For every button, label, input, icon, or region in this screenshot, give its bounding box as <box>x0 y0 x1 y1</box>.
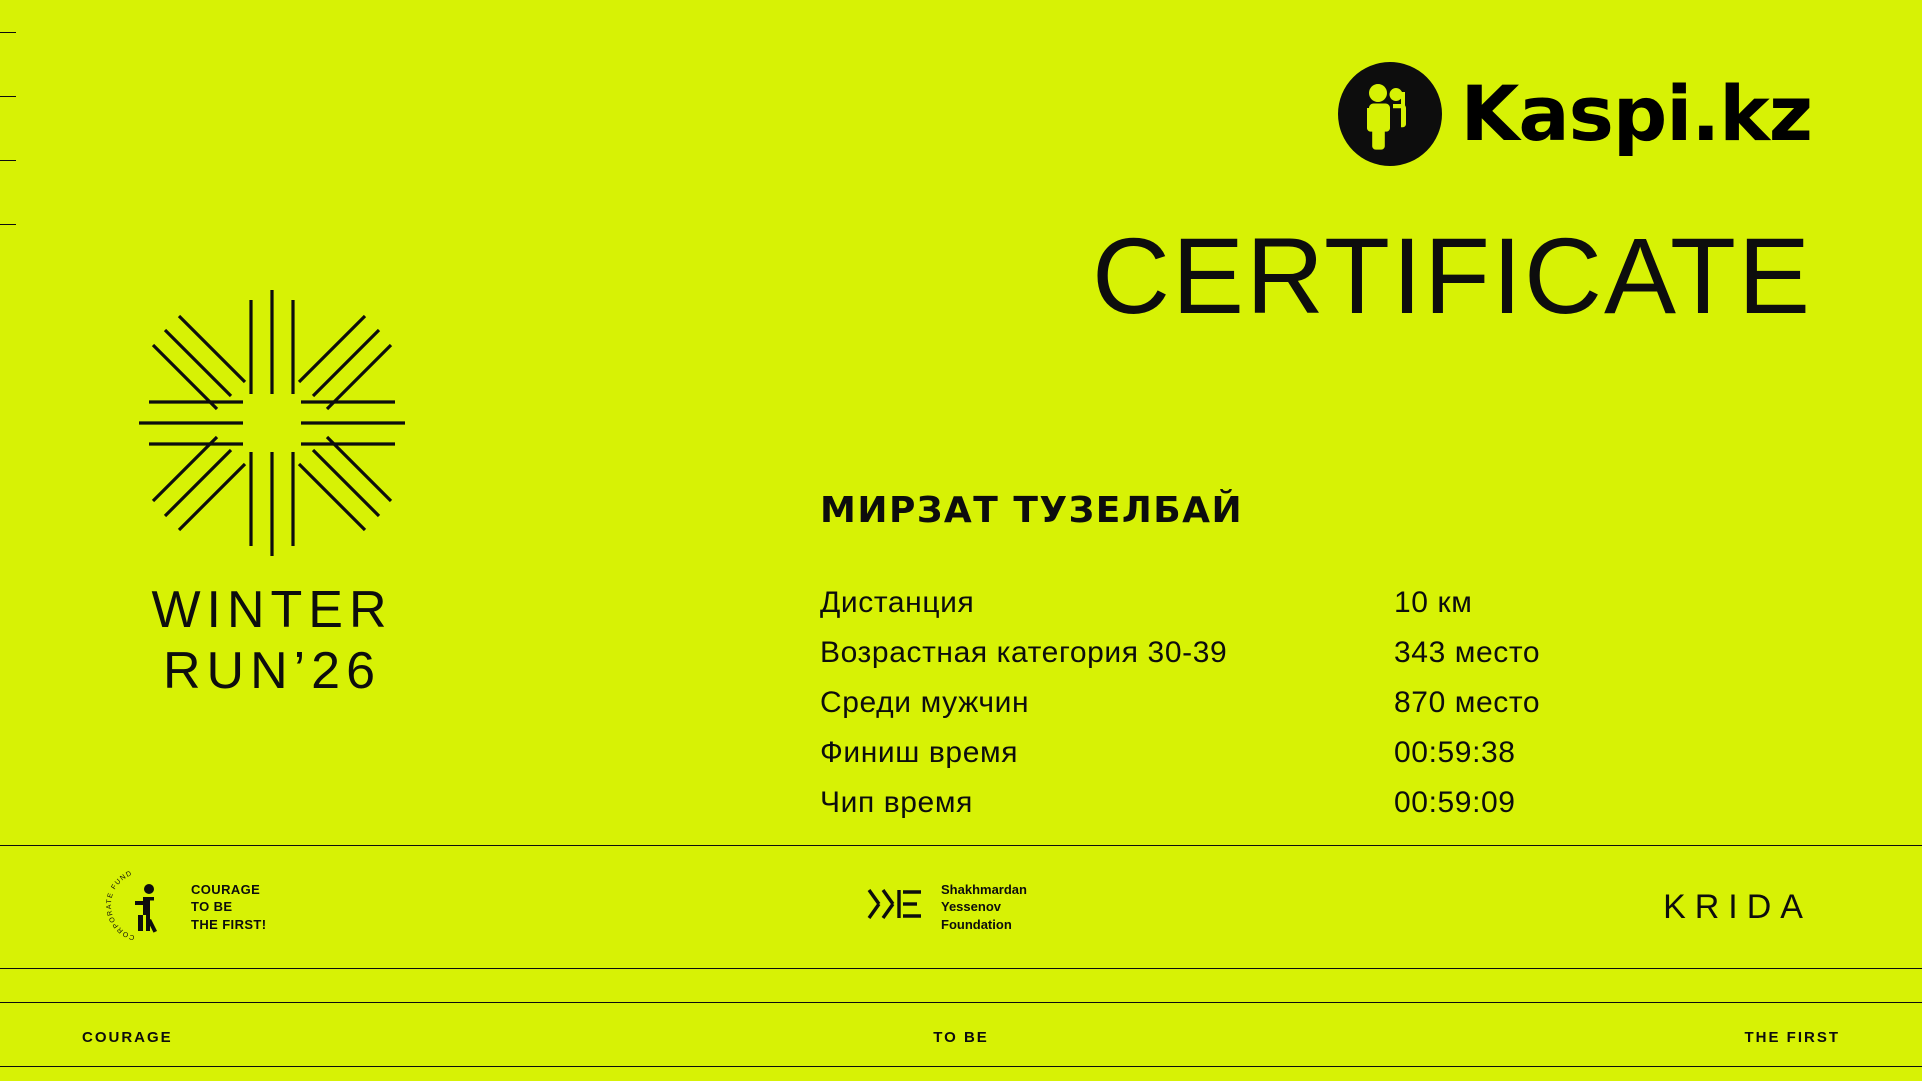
edge-mark <box>0 96 16 97</box>
partner-strip <box>0 846 1922 968</box>
partner-yessenov-foundation <box>865 881 1027 934</box>
divider-bottom <box>0 1066 1922 1067</box>
svg-text:CORPORATE FUND: CORPORATE FUND <box>105 869 136 941</box>
yessenov-line-1: Shakhmardan <box>941 881 1027 897</box>
result-row <box>820 728 1680 778</box>
result-label: Финиш время <box>820 736 1019 769</box>
tagline-to-be: TO BE <box>933 1028 989 1046</box>
courage-line-3: THE FIRST! <box>191 916 267 932</box>
tagline-courage: COURAGE <box>82 1028 173 1046</box>
yessenov-mark-icon <box>865 882 929 931</box>
courage-fund-text <box>191 881 267 934</box>
edge-mark <box>0 160 16 161</box>
kaspi-logo <box>1338 62 1812 166</box>
courage-line-1: COURAGE <box>191 881 261 897</box>
athlete-name: МИРЗАТ ТУЗЕЛБАЙ <box>820 490 1244 531</box>
edge-mark <box>0 32 16 33</box>
courage-fund-icon <box>105 867 181 948</box>
footer-tagline <box>0 1018 1922 1056</box>
yessenov-line-2: Yessenov <box>941 899 1001 915</box>
winter-run-emblem <box>112 290 432 703</box>
result-label: Чип время <box>820 786 973 819</box>
yessenov-text <box>941 881 1027 934</box>
result-row <box>820 578 1680 628</box>
courage-line-2: TO BE <box>191 899 233 915</box>
yessenov-line-3: Foundation <box>941 916 1012 932</box>
result-value: 00:59:38 <box>1394 736 1516 769</box>
result-row <box>820 678 1680 728</box>
divider-tagline-top <box>0 1002 1922 1003</box>
page-title: CERTIFICATE <box>1091 215 1812 336</box>
result-value: 343 место <box>1394 636 1541 669</box>
result-row <box>820 778 1680 828</box>
partner-courage-fund <box>105 867 267 948</box>
kaspi-mark-icon <box>1338 62 1442 166</box>
result-value: 10 км <box>1394 586 1473 619</box>
result-label: Дистанция <box>820 586 975 619</box>
kaspi-wordmark: Kaspi.kz <box>1460 69 1812 158</box>
result-value: 00:59:09 <box>1394 786 1516 819</box>
partner-krida: KRIDA <box>1663 887 1812 926</box>
result-label: Возрастная категория 30-39 <box>820 636 1228 669</box>
tagline-the-first: THE FIRST <box>1744 1028 1840 1046</box>
results-list <box>820 578 1680 828</box>
edge-mark <box>0 224 16 225</box>
emblem-line-run: RUN’26 <box>162 642 382 701</box>
result-row <box>820 628 1680 678</box>
emblem-line-winter: WINTER <box>151 581 393 639</box>
starburst-icon <box>112 290 432 556</box>
divider-middle <box>0 968 1922 969</box>
result-label: Среди мужчин <box>820 686 1030 719</box>
result-value: 870 место <box>1394 686 1541 719</box>
